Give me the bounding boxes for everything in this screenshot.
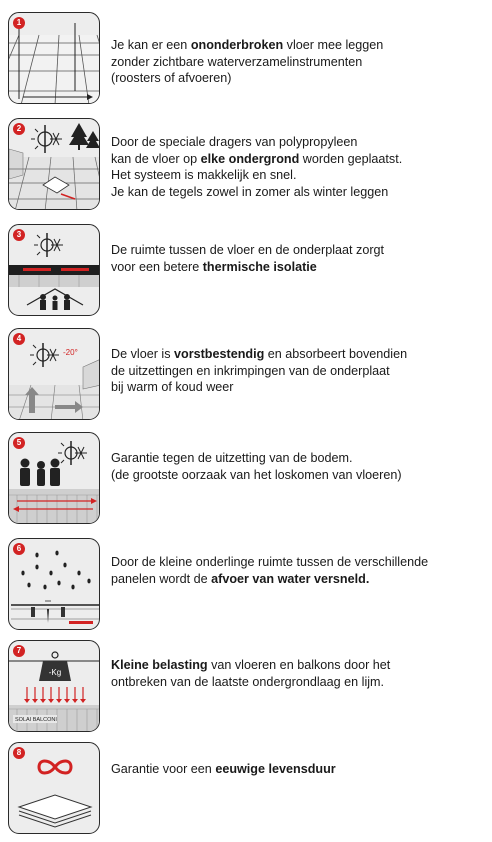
feature-row-5 <box>0 432 492 526</box>
feature-text-line <box>111 242 483 259</box>
feature-text-line <box>111 70 483 87</box>
highlight-text: Kleine belasting <box>111 658 208 672</box>
feature-text-line <box>111 37 483 54</box>
feature-row-1 <box>0 12 492 106</box>
text-run: vloer mee leggen <box>283 38 384 52</box>
feature-text-line <box>111 259 483 276</box>
text-run: (de grootste oorzaak van het loskomen van vloeren) <box>111 467 402 482</box>
text-run: Garantie voor een <box>111 762 216 776</box>
feature-number-badge: 1 <box>13 17 25 29</box>
highlight-text: thermische isolatie <box>202 259 317 274</box>
feature-number-badge: 5 <box>13 437 25 449</box>
feature-text-8 <box>111 761 483 778</box>
feature-number-badge: 8 <box>13 747 25 759</box>
light-load-icon <box>8 640 100 732</box>
frost-resistant-icon <box>8 328 100 420</box>
feature-text-line <box>111 674 483 691</box>
feature-row-7 <box>0 640 492 734</box>
feature-row-8 <box>0 742 492 836</box>
feature-text-line <box>111 167 483 184</box>
highlight-text: vorstbestendig <box>174 347 265 361</box>
text-run: zonder zichtbare waterverzamelinstrumenten <box>111 54 363 69</box>
brand-label: SOLAI BALCONI <box>15 717 57 723</box>
feature-text-2 <box>111 134 483 200</box>
feature-text-line <box>111 151 483 168</box>
feature-number-badge: 3 <box>13 229 25 241</box>
feature-text-line <box>111 657 483 674</box>
text-run: De ruimte tussen de vloer en de onderplaat zorgt <box>111 243 385 257</box>
sun-snow-icon <box>8 118 100 210</box>
thermal-insulation-icon <box>8 224 100 316</box>
text-run: De vloer is <box>111 347 174 361</box>
text-run: en absorbeert bovendien <box>264 347 408 361</box>
highlight-text: afvoer van water versneld. <box>211 571 370 586</box>
feature-text-line <box>111 761 483 778</box>
text-run: panelen wordt de <box>111 571 212 586</box>
feature-number-badge: 7 <box>13 645 25 657</box>
text-run: de uitzettingen en inkrimpingen van de onderplaat <box>111 363 390 378</box>
feature-row-6 <box>0 538 492 632</box>
text-run: kan de vloer op <box>111 151 201 166</box>
feature-text-line <box>111 554 483 571</box>
temperature-label: -20° <box>63 348 78 357</box>
feature-row-4 <box>0 328 492 422</box>
feature-text-6 <box>111 554 483 587</box>
text-run: Garantie tegen de uitzetting van de bodem. <box>111 451 353 465</box>
feature-text-line <box>111 184 483 201</box>
feature-text-line <box>111 134 483 151</box>
text-run: van vloeren en balkons door het <box>207 658 391 672</box>
text-run: (roosters of afvoeren) <box>111 71 232 85</box>
feature-text-7 <box>111 657 483 690</box>
text-run: Door de kleine onderlinge ruimte tussen de verschillende <box>111 555 429 569</box>
feature-row-3 <box>0 224 492 318</box>
text-run: Het systeem is makkelijk en snel. <box>111 168 297 182</box>
text-run: worden geplaatst. <box>299 151 403 166</box>
text-run: Door de speciale dragers van polypropyleen <box>111 135 358 149</box>
weight-label: -Kg <box>48 668 62 677</box>
highlight-text: ononderbroken <box>190 38 284 52</box>
feature-text-1 <box>111 37 483 87</box>
highlight-text: elke ondergrond <box>200 151 300 166</box>
feature-text-line <box>111 467 483 484</box>
feature-number-badge: 6 <box>13 543 25 555</box>
feature-text-3 <box>111 242 483 275</box>
water-drainage-icon <box>8 538 100 630</box>
text-run: Je kan de tegels zowel in zomer als winter leggen <box>111 184 389 199</box>
feature-text-line <box>111 54 483 71</box>
feature-text-line <box>111 450 483 467</box>
feature-text-line <box>111 571 483 588</box>
infinity-icon <box>8 742 100 834</box>
seamless-floor-icon <box>8 12 100 104</box>
text-run: Je kan er een <box>111 38 191 52</box>
feature-number-badge: 2 <box>13 123 25 135</box>
feature-text-line <box>111 363 483 380</box>
ground-expansion-icon <box>8 432 100 524</box>
feature-row-2 <box>0 118 492 212</box>
text-run: voor een betere <box>111 259 203 274</box>
feature-text-5 <box>111 450 483 483</box>
feature-number-badge: 4 <box>13 333 25 345</box>
highlight-text: eeuwige levensduur <box>215 762 336 776</box>
text-run: bij warm of koud weer <box>111 380 234 394</box>
feature-text-line <box>111 346 483 363</box>
feature-text-line <box>111 379 483 396</box>
feature-text-4 <box>111 346 483 396</box>
text-run: ontbreken van de laatste ondergrondlaag en lijm. <box>111 674 385 689</box>
